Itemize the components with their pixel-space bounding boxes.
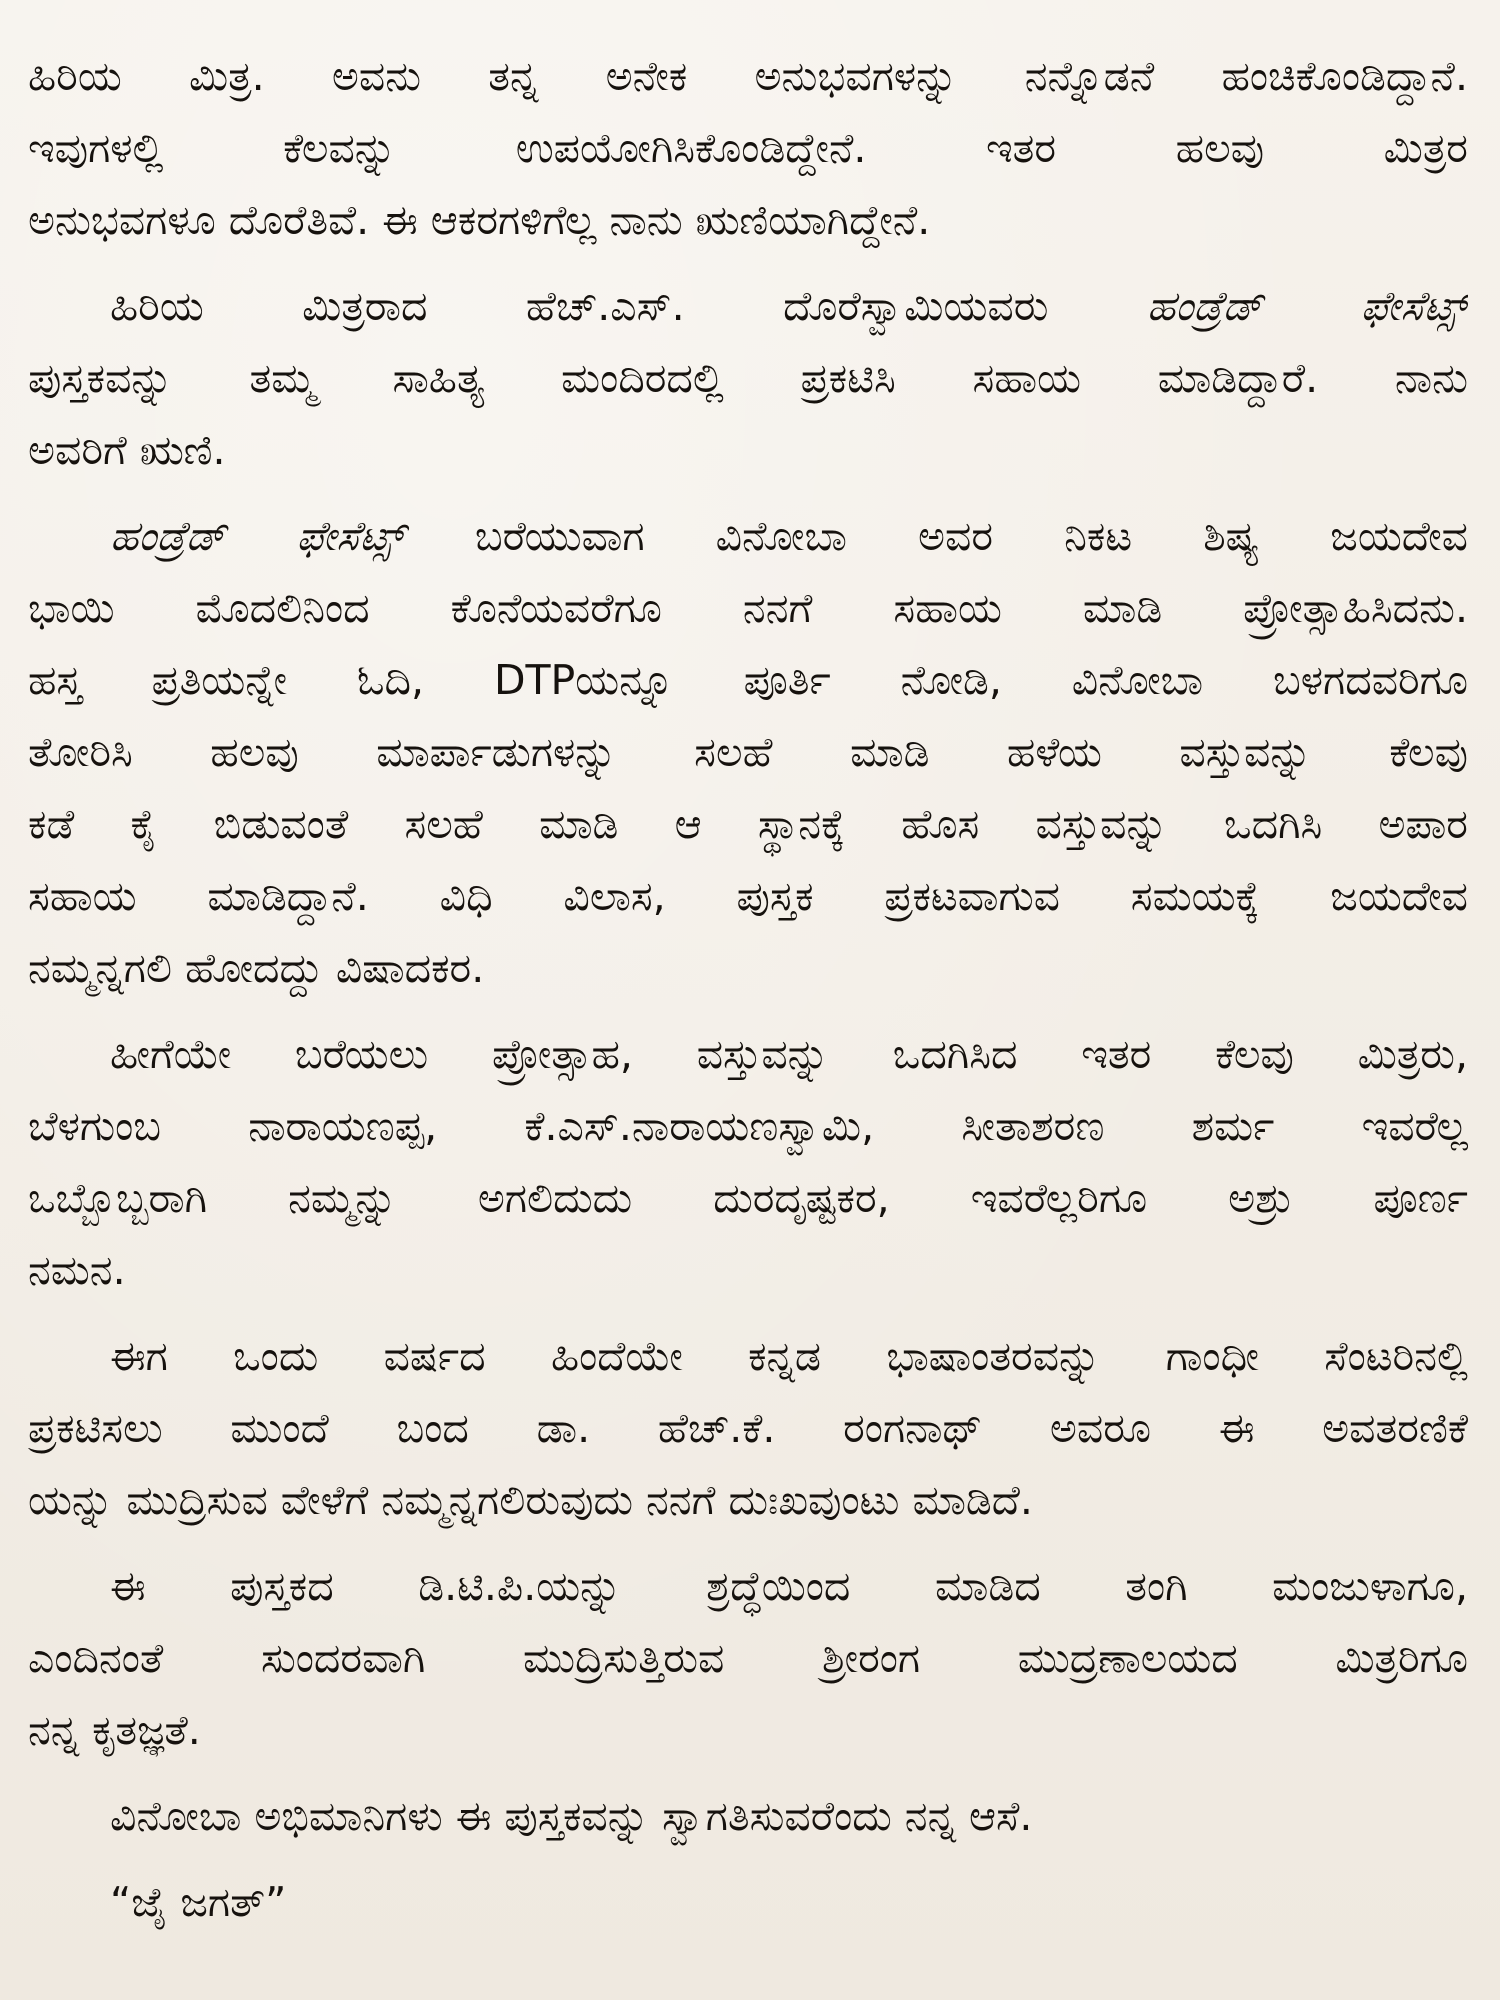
text-line: ಪ್ರಕಟಿಸಲು ಮುಂದೆ ಬಂದ ಡಾ. ಹೆಚ್.ಕೆ. ರಂಗನಾಥ್ ಅವರೂ ಈ ಅವತರಣಿಕೆ [28, 1404, 1468, 1452]
text-line: ಹೀಗೆಯೇ ಬರೆಯಲು ಪ್ರೋತ್ಸಾಹ, ವಸ್ತುವನ್ನು ಒದಗಿಸಿದ ಇತರ ಕೆಲವು ಮಿತ್ರರು, [110, 1030, 1468, 1078]
closing-salutation: “ಜೈ ಜಗತ್” [110, 1878, 287, 1926]
document-body [28, 40, 1468, 1938]
text-line: ವಿನೋಬಾ ಅಭಿಮಾನಿಗಳು ಈ ಪುಸ್ತಕವನ್ನು ಸ್ವಾಗತಿಸುವರೆಂದು ನನ್ನ ಆಸೆ. [110, 1792, 1033, 1840]
text-line: ನನ್ನ ಕೃತಜ್ಞತೆ. [28, 1706, 201, 1754]
text-line: ಹಿರಿಯ ಮಿತ್ರ. ಅವನು ತನ್ನ ಅನೇಕ ಅನುಭವಗಳನ್ನು ನನ್ನೊಡನೆ ಹಂಚಿಕೊಂಡಿದ್ದಾನೆ. [28, 52, 1468, 100]
text-line: ಪುಸ್ತಕವನ್ನು ತಮ್ಮ ಸಾಹಿತ್ಯ ಮಂದಿರದಲ್ಲಿ ಪ್ರಕಟಿಸಿ ಸಹಾಯ ಮಾಡಿದ್ದಾರೆ. ನಾನು [28, 354, 1468, 402]
paragraph-5 [28, 1320, 1468, 1536]
text-line: ಅನುಭವಗಳೂ ದೊರೆತಿವೆ. ಈ ಆಕರಗಳಿಗೆಲ್ಲ ನಾನು ಋಣಿಯಾಗಿದ್ದೇನೆ. [28, 196, 931, 244]
paragraph-2 [28, 270, 1468, 486]
text-line: ಎಂದಿನಂತೆ ಸುಂದರವಾಗಿ ಮುದ್ರಿಸುತ್ತಿರುವ ಶ್ರೀರಂಗ ಮುದ್ರಣಾಲಯದ ಮಿತ್ರರಿಗೂ [28, 1634, 1468, 1682]
text-line: ಒಬ್ಬೊಬ್ಬರಾಗಿ ನಮ್ಮನ್ನು ಅಗಲಿದುದು ದುರದೃಷ್ಟಕರ, ಇವರೆಲ್ಲರಿಗೂ ಅಶ್ರು ಪೂರ್ಣ [28, 1174, 1468, 1222]
text-line: ತೋರಿಸಿ ಹಲವು ಮಾರ್ಪಾಡುಗಳನ್ನು ಸಲಹೆ ಮಾಡಿ ಹಳೆಯ ವಸ್ತುವನ್ನು ಕೆಲವು [28, 728, 1468, 776]
text-line: ಈ ಪುಸ್ತಕದ ಡಿ.ಟಿ.ಪಿ.ಯನ್ನು ಶ್ರದ್ಧೆಯಿಂದ ಮಾಡಿದ ತಂಗಿ ಮಂಜುಳಾಗೂ, [110, 1562, 1468, 1610]
book-title-italic: ಹಂಡ್ರೆಡ್ ಫೇಸೆಟ್ಸ್ [110, 512, 404, 560]
paragraph-1 [28, 40, 1468, 256]
text-line: ಸಹಾಯ ಮಾಡಿದ್ದಾನೆ. ವಿಧಿ ವಿಲಾಸ, ಪುಸ್ತಕ ಪ್ರಕಟವಾಗುವ ಸಮಯಕ್ಕೆ ಜಯದೇವ [28, 872, 1468, 920]
text-line: ಈಗ ಒಂದು ವರ್ಷದ ಹಿಂದೆಯೇ ಕನ್ನಡ ಭಾಷಾಂತರವನ್ನು ಗಾಂಧೀ ಸೆಂಟರಿನಲ್ಲಿ [110, 1332, 1468, 1380]
text-line: ನಮನ. [28, 1246, 126, 1294]
paragraph-7 [28, 1780, 1468, 1852]
paragraph-3 [28, 500, 1468, 1004]
text-line: ಕಡೆ ಕೈ ಬಿಡುವಂತೆ ಸಲಹೆ ಮಾಡಿ ಆ ಸ್ಥಾನಕ್ಕೆ ಹೊಸ ವಸ್ತುವನ್ನು ಒದಗಿಸಿ ಅಪಾರ [28, 800, 1468, 848]
text-segment: ಬರೆಯುವಾಗ ವಿನೋಬಾ ಅವರ ನಿಕಟ ಶಿಷ್ಯ ಜಯದೇವ [403, 512, 1468, 560]
text-line: ನಮ್ಮನ್ನಗಲಿ ಹೋದದ್ದು ವಿಷಾದಕರ. [28, 944, 485, 992]
text-line: ಯನ್ನು ಮುದ್ರಿಸುವ ವೇಳೆಗೆ ನಮ್ಮನ್ನಗಲಿರುವುದು ನನಗೆ ದುಃಖವುಂಟು ಮಾಡಿದೆ. [28, 1476, 1033, 1524]
text-line: ಹಸ್ತ ಪ್ರತಿಯನ್ನೇ ಓದಿ, DTPಯನ್ನೂ ಪೂರ್ತಿ ನೋಡಿ, ವಿನೋಬಾ ಬಳಗದವರಿಗೂ [28, 656, 1468, 704]
text-line: ಭಾಯಿ ಮೊದಲಿನಿಂದ ಕೊನೆಯವರೆಗೂ ನನಗೆ ಸಹಾಯ ಮಾಡಿ ಪ್ರೋತ್ಸಾಹಿಸಿದನು. [28, 584, 1468, 632]
text-segment: ಹಿರಿಯ ಮಿತ್ರರಾದ ಹೆಚ್.ಎಸ್. ದೊರೆಸ್ವಾಮಿಯವರು [110, 282, 1147, 330]
paragraph-4 [28, 1018, 1468, 1306]
text-line [28, 270, 1468, 342]
text-line [28, 500, 1468, 572]
text-line: ಇವುಗಳಲ್ಲಿ ಕೆಲವನ್ನು ಉಪಯೋಗಿಸಿಕೊಂಡಿದ್ದೇನೆ. ಇತರ ಹಲವು ಮಿತ್ರರ [28, 124, 1468, 172]
book-title-italic: ಹಂಡ್ರೆಡ್ ಫೇಸೆಟ್ಸ್ [1146, 282, 1468, 330]
text-line: ಬೆಳಗುಂಬ ನಾರಾಯಣಪ್ಪ, ಕೆ.ಎಸ್.ನಾರಾಯಣಸ್ವಾಮಿ, ಸೀತಾಶರಣ ಶರ್ಮ ಇವರೆಲ್ಲ [28, 1102, 1468, 1150]
text-line: ಅವರಿಗೆ ಋಣಿ. [28, 426, 226, 474]
paragraph-6 [28, 1550, 1468, 1766]
